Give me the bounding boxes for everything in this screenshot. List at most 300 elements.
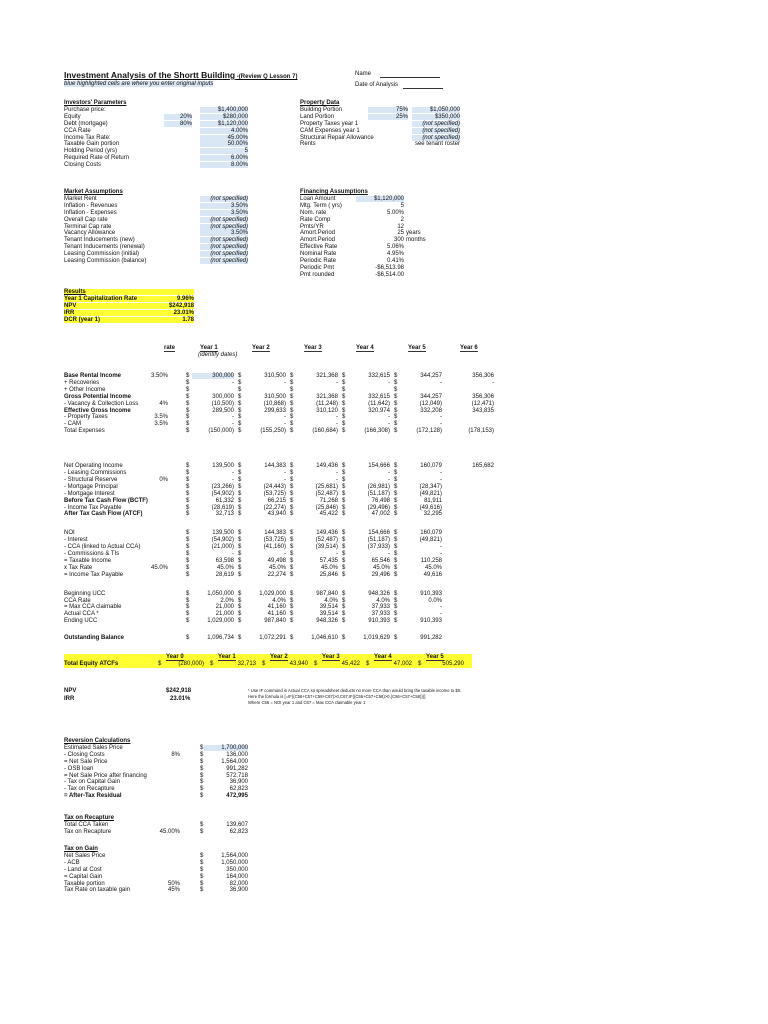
cf-cell: (150,000)	[208, 428, 234, 435]
property-row-label: CAM Expenses year 1	[300, 127, 360, 134]
dollar-sign: $	[186, 618, 190, 625]
dollar-sign: $	[238, 611, 242, 618]
financing-row-unit: months	[406, 237, 426, 244]
dollar-sign: $	[200, 765, 204, 772]
date-label: Date of Analysis	[355, 82, 399, 88]
financing-row-value: 5	[400, 202, 404, 209]
cf-cell: -	[336, 551, 338, 557]
cf-cell: 310,120	[316, 407, 338, 414]
cf-cell: (10,868)	[263, 400, 286, 407]
cf-cell: (54,902)	[211, 537, 234, 544]
cf-row-label: - Mortgage Principal	[64, 483, 118, 490]
dollar-sign: $	[238, 530, 242, 537]
cf-cell: 1,029,000	[207, 618, 234, 625]
recapture-row-label: Tax on Recapture	[64, 828, 112, 835]
cf-cell: 28,619	[215, 571, 234, 578]
cf-cell: 991,282	[420, 635, 442, 642]
dollar-sign: $	[394, 407, 398, 414]
dollar-sign: $	[186, 476, 190, 483]
equity-value: 32,713	[237, 661, 256, 667]
cf-cell: -	[336, 421, 338, 428]
dollar-sign: $	[186, 490, 190, 497]
dollar-sign: $	[186, 571, 190, 578]
cf-cell: (54,902)	[211, 490, 234, 497]
investors-row-value: $280,000	[200, 114, 248, 120]
dollar-sign: $	[186, 414, 190, 421]
equity-value: 45,422	[341, 661, 360, 667]
cf-cell: (11,642)	[368, 400, 390, 407]
gain-row-value: 36,900	[229, 887, 248, 894]
dollar-sign: $	[394, 530, 398, 537]
reversion-row-value: 36,900	[229, 779, 248, 786]
dollar-sign: $	[394, 373, 398, 379]
col-header-year: Year 3	[304, 345, 322, 351]
dollar-sign: $	[342, 373, 346, 379]
reversion-row-value: 62,823	[229, 786, 248, 793]
cf-cell: -	[284, 379, 286, 386]
cf-cell: 165,682	[472, 463, 494, 470]
cf-row-label: Before Tax Cash Flow (BCTF)	[64, 497, 148, 504]
financing-row-label: Amort.Period	[300, 237, 336, 244]
cf-row-label: Gross Potential Income	[64, 393, 132, 400]
dollar-sign: $	[342, 504, 346, 511]
cf-row-label: Effective Gross Income	[64, 407, 131, 414]
dollar-sign: $	[186, 421, 190, 428]
dollar-sign: $	[394, 557, 398, 564]
cf-cell: 149,436	[316, 530, 338, 537]
name-field[interactable]	[380, 77, 440, 78]
cf-cell: 43,940	[267, 511, 286, 518]
dollar-sign: $	[342, 497, 346, 504]
dollar-sign: $	[394, 537, 398, 544]
cf-cell: (49,821)	[419, 490, 442, 497]
reversion-row-value: 472,995	[226, 793, 248, 800]
financing-row-label: Periodic Pmt	[300, 264, 335, 271]
financing-title: Financing Assumptions	[300, 189, 368, 195]
dollar-sign: $	[238, 511, 242, 518]
investors-row-pct: 80%	[164, 121, 192, 127]
cf-cell: 57,435	[319, 557, 338, 564]
dollar-sign: $	[394, 618, 398, 625]
dollar-sign: $	[200, 821, 204, 828]
investors-row-value: 8.00%	[200, 162, 248, 168]
dollar-sign: $	[186, 504, 190, 511]
market-row-label: Overall Cap rate	[64, 216, 108, 223]
dollar-sign: $	[366, 661, 370, 667]
dollar-sign: $	[210, 661, 214, 667]
cf-cell: 310,500	[264, 393, 286, 400]
cf-cell: -	[492, 379, 494, 386]
cashflow-table	[64, 345, 724, 675]
financing-row-label: Periodic Rate	[300, 258, 337, 264]
results-row-value: 9.96%	[164, 296, 194, 302]
cf-cell: -	[440, 551, 442, 557]
property-row-value: (not specified)	[412, 128, 460, 134]
dollar-sign: $	[186, 386, 190, 393]
dollar-sign: $	[342, 604, 346, 611]
cf-cell: 154,666	[368, 463, 390, 470]
cf-row-label: Total Expenses	[64, 428, 105, 435]
reversion-row-label: = After-Tax Residual	[64, 793, 122, 800]
investors-row-value: 4.00%	[200, 128, 248, 134]
reversion-row-value: 991,282	[226, 765, 248, 772]
results-row-value: $242,918	[164, 303, 194, 309]
dollar-sign: $	[394, 597, 398, 604]
cf-row-label: - Structural Reserve	[64, 476, 118, 483]
dollar-sign: $	[238, 421, 242, 428]
market-row-label: Market Rent	[64, 195, 97, 202]
dollar-sign: $	[186, 557, 190, 564]
dollar-sign: $	[238, 470, 242, 476]
cf-cell: -	[232, 476, 234, 483]
cf-cell: (10,500)	[211, 400, 234, 407]
col-header-year: Year 4	[356, 345, 374, 351]
cf-cell: 948,326	[316, 618, 338, 625]
footnote-line: Where C56 = NOI year 1 and C67 = Max CCA claimable year 1	[248, 700, 366, 705]
market-row-label: Tenant Inducements (new)	[64, 237, 135, 244]
investors-row-value: 6.00%	[200, 155, 248, 161]
recapture-row-value: 62,823	[229, 828, 248, 835]
cf-cell: -	[440, 421, 442, 428]
npv-label: NPV	[64, 688, 77, 694]
cf-cell: 310,500	[264, 373, 286, 379]
dollar-sign: $	[290, 611, 294, 618]
gain-row-value: 350,000	[226, 866, 248, 873]
cf-cell: 332,615	[368, 373, 390, 379]
gain-row-label: Tax Rate on taxable gain	[64, 887, 131, 894]
market-row-value: (not specified)	[200, 224, 248, 230]
investors-row-label: Equity	[64, 113, 81, 120]
dollar-sign: $	[290, 407, 294, 414]
dollar-sign: $	[238, 373, 242, 379]
cf-row-label: - Property Taxes	[64, 414, 108, 421]
dollar-sign: $	[238, 393, 242, 400]
financing-row-unit: years	[406, 230, 421, 237]
cf-cell: (172,128)	[416, 428, 442, 435]
reversion-row-label: Estimated Sales Price	[64, 744, 123, 751]
cf-cell: 65,546	[371, 557, 390, 564]
input-note-text: blue highlighted cells are where you enter original inputs	[64, 81, 214, 87]
results-row-label: NPV	[64, 303, 174, 309]
dollar-sign: $	[186, 373, 190, 379]
dollar-sign: $	[238, 604, 242, 611]
property-row-label: Rents	[300, 141, 316, 148]
financing-row-value: -$6,513.98	[375, 264, 404, 271]
cf-cell: 39,514	[319, 604, 338, 611]
cf-cell: 45.0%	[268, 564, 286, 571]
cf-cell: 4.0%	[324, 597, 338, 604]
input-note	[64, 81, 264, 87]
cf-row-label: Net Operating Income	[64, 463, 123, 470]
cf-cell: -	[336, 470, 338, 476]
dollar-sign: $	[342, 618, 346, 625]
cf-row-label: Actual CCA *	[64, 611, 99, 618]
cf-row-label: - Vacancy & Collection Loss	[64, 400, 139, 407]
cf-cell: -	[284, 551, 286, 557]
results-row-label: IRR	[64, 310, 174, 316]
financing-row-value: 4.95%	[386, 251, 404, 258]
cf-cell: 344,257	[420, 373, 442, 379]
dollar-sign: $	[238, 414, 242, 421]
cf-cell: 25,846	[319, 571, 338, 578]
cf-cell: (29,496)	[367, 504, 390, 511]
cf-cell: -	[284, 414, 286, 421]
dollar-sign: $	[394, 379, 398, 386]
cf-cell: 39,514	[319, 611, 338, 618]
gain-row-label: Net Sales Price	[64, 852, 106, 859]
financing-row-value: -$6,514.00	[375, 271, 404, 278]
dollar-sign: $	[200, 859, 204, 866]
cf-cell: -	[388, 379, 390, 386]
cf-row-label: - Mortgage Interest	[64, 490, 115, 497]
cf-row-rate: 45.0%	[150, 564, 168, 571]
dollar-sign: $	[186, 590, 190, 597]
cf-cell: 948,326	[368, 590, 390, 597]
cf-cell: 144,383	[264, 463, 286, 470]
cf-cell: -	[440, 544, 442, 551]
dollar-sign: $	[342, 590, 346, 597]
cf-row-rate: 0%	[159, 476, 168, 483]
cf-cell: 4.0%	[376, 597, 390, 604]
cf-cell: -	[440, 604, 442, 611]
dollar-sign: $	[290, 490, 294, 497]
dollar-sign: $	[290, 386, 294, 393]
dollar-sign: $	[186, 407, 190, 414]
financing-row-label: Effective Rate	[300, 244, 338, 251]
dollar-sign: $	[290, 476, 294, 483]
cf-cell: (11,248)	[316, 400, 338, 407]
footnote-line: * Use IF command in Actual CCA so spreadsheet deducts no more CCA than would bring the taxable income to $0.	[248, 688, 462, 693]
cf-cell: 1,050,000	[207, 590, 234, 597]
reversion-row-rate: 8%	[171, 751, 180, 758]
cf-cell: -	[232, 470, 234, 476]
market-row-value: (not specified)	[200, 196, 248, 202]
dollar-sign: $	[290, 483, 294, 490]
cf-cell: -	[284, 476, 286, 483]
dollar-sign: $	[200, 880, 204, 887]
cf-cell: (23,266)	[211, 483, 234, 490]
cf-cell: 61,332	[215, 497, 234, 504]
dollar-sign: $	[238, 379, 242, 386]
financing-row-value: 0.41%	[386, 258, 404, 264]
dollar-sign: $	[394, 470, 398, 476]
cf-cell: (52,487)	[315, 537, 338, 544]
dollar-sign: $	[186, 604, 190, 611]
dollar-sign: $	[238, 597, 242, 604]
dollar-sign: $	[186, 530, 190, 537]
dollar-sign: $	[342, 635, 346, 642]
date-field[interactable]	[403, 88, 443, 89]
cf-cell: -	[388, 476, 390, 483]
equity-year: Year 1	[218, 654, 236, 660]
recapture-title: Tax on Recapture	[64, 815, 114, 821]
dollar-sign: $	[342, 393, 346, 400]
market-title: Market Assumptions	[64, 189, 123, 195]
financing-row-value: $1,120,000	[356, 196, 404, 202]
dollar-sign: $	[342, 421, 346, 428]
dollar-sign: $	[290, 497, 294, 504]
market-row-value: 3.50%	[200, 230, 248, 236]
market-row-value: 3.50%	[200, 203, 248, 209]
investors-row-value: 50.00%	[200, 141, 248, 147]
cf-cell: 2.0%	[220, 597, 234, 604]
cf-cell: 66,215	[267, 497, 286, 504]
dollar-sign: $	[186, 393, 190, 400]
market-row-value: (not specified)	[200, 217, 248, 223]
cf-cell: 332,208	[420, 407, 442, 414]
gain-row-label: = Capital Gain	[64, 873, 103, 880]
dollar-sign: $	[394, 490, 398, 497]
recapture-row-value: 139,607	[226, 821, 248, 828]
cf-cell: -	[232, 414, 234, 421]
dollar-sign: $	[290, 400, 294, 407]
dollar-sign: $	[394, 428, 398, 435]
cf-cell: 45.0%	[320, 564, 338, 571]
dollar-sign: $	[342, 544, 346, 551]
dollar-sign: $	[238, 504, 242, 511]
dollar-sign: $	[290, 504, 294, 511]
cf-cell: -	[440, 470, 442, 476]
equity-year: Year 3	[322, 654, 340, 660]
dollar-sign: $	[394, 564, 398, 571]
cf-cell: 76,498	[371, 497, 390, 504]
cf-row-label: Outstanding Balance	[64, 635, 125, 642]
investors-row-label: Purchase price:	[64, 106, 106, 113]
dollar-sign: $	[342, 386, 346, 393]
dollar-sign: $	[394, 571, 398, 578]
dollar-sign: $	[290, 557, 294, 564]
equity-year: Year 5	[426, 654, 444, 660]
dollar-sign: $	[238, 407, 242, 414]
dollar-sign: $	[290, 635, 294, 642]
cf-cell: 29,496	[371, 571, 390, 578]
cf-cell: (25,846)	[315, 504, 338, 511]
investors-row-value: $1,400,000	[200, 107, 248, 113]
dollar-sign: $	[290, 604, 294, 611]
dollar-sign: $	[200, 852, 204, 859]
property-row-value: (not specified)	[412, 121, 460, 127]
gain-row-value: 164,000	[226, 873, 248, 880]
cf-cell: 49,498	[267, 557, 286, 564]
cf-cell: 910,393	[420, 590, 442, 597]
dollar-sign: $	[342, 379, 346, 386]
dollar-sign: $	[342, 571, 346, 578]
cf-cell: 344,257	[420, 393, 442, 400]
cf-row-label: CCA Rate	[64, 597, 91, 604]
recapture-row-label: Total CCA Taken	[64, 821, 109, 828]
cf-row-label: - Interest	[64, 537, 88, 544]
title-subtitle: -(Review Q Lesson 7)	[235, 74, 298, 80]
dollar-sign: $	[290, 373, 294, 379]
cf-cell: 37,933	[371, 604, 390, 611]
irr-label: IRR	[64, 696, 75, 702]
investors-title: Investors' Parameters	[64, 100, 127, 106]
page-title	[64, 70, 297, 80]
property-row-value: see tenant roster	[414, 141, 460, 148]
cf-cell: 987,840	[264, 618, 286, 625]
dollar-sign: $	[158, 661, 162, 667]
dollar-sign: $	[262, 661, 266, 667]
irr-value: 23.01%	[170, 696, 191, 702]
dollar-sign: $	[290, 393, 294, 400]
cf-cell: 139,500	[212, 463, 234, 470]
dollar-sign: $	[238, 537, 242, 544]
cf-cell: 37,933	[371, 611, 390, 618]
dollar-sign: $	[238, 490, 242, 497]
cf-row-label: + Recoveries	[64, 379, 100, 386]
dollar-sign: $	[290, 544, 294, 551]
col-header-year: Year 2	[252, 345, 270, 351]
property-row-pct: 25%	[368, 114, 408, 120]
cf-cell: 63,598	[215, 557, 234, 564]
cf-cell: -	[336, 379, 338, 386]
dollar-sign: $	[394, 463, 398, 470]
results-title: Results	[64, 289, 194, 295]
cf-cell: 21,000	[215, 611, 234, 618]
cf-cell: 320,974	[368, 407, 390, 414]
cf-cell: 154,666	[368, 530, 390, 537]
cf-cell: -	[440, 414, 442, 421]
name-label: Name	[355, 71, 372, 77]
cf-cell: (166,308)	[364, 428, 390, 435]
col-header-rate: rate	[164, 345, 176, 351]
cf-cell: 21,000	[215, 604, 234, 611]
dollar-sign: $	[238, 590, 242, 597]
property-row-pct: 75%	[368, 107, 408, 113]
cf-row-label: Base Rental Income	[64, 373, 122, 379]
dollar-sign: $	[394, 497, 398, 504]
dollar-sign: $	[238, 635, 242, 642]
dollar-sign: $	[290, 428, 294, 435]
gain-row-rate: 45%	[167, 887, 180, 894]
cf-row-label: Ending UCC	[64, 618, 98, 625]
dollar-sign: $	[186, 470, 190, 476]
cf-cell: (51,187)	[367, 537, 390, 544]
cf-cell: (37,933)	[367, 544, 390, 551]
cf-cell: -	[232, 551, 234, 557]
cf-cell: 1,072,291	[259, 635, 286, 642]
dollar-sign: $	[200, 751, 204, 758]
cf-cell: -	[284, 470, 286, 476]
dollar-sign: $	[186, 537, 190, 544]
cf-row-label: = Income Tax Payable	[64, 571, 124, 578]
cf-cell: 1,096,734	[207, 635, 234, 642]
investors-row-value: 45.00%	[200, 135, 248, 141]
investors-row-label: CCA Rate	[64, 127, 91, 134]
dollar-sign: $	[186, 564, 190, 571]
cf-cell: (178,153)	[468, 428, 494, 435]
dollar-sign: $	[186, 497, 190, 504]
dollar-sign: $	[342, 597, 346, 604]
dollar-sign: $	[238, 476, 242, 483]
dollar-sign: $	[200, 772, 204, 779]
dollar-sign: $	[342, 557, 346, 564]
financing-row-label: Rate Comp	[300, 216, 331, 223]
cf-cell: (24,443)	[263, 483, 286, 490]
dollar-sign: $	[290, 463, 294, 470]
cf-cell: 110,258	[420, 557, 442, 564]
investors-row-value: 5	[200, 148, 248, 154]
cf-cell: 1,019,629	[363, 635, 390, 642]
cf-cell: 160,079	[420, 530, 442, 537]
footnote-line: Here the formula is [=IF((C56+C57+C58+C67)>0,C67,IF((C56+C57+C58)>0,(C56+C57+C58)))]	[248, 694, 426, 699]
cf-row-rate: 3.50%	[150, 373, 168, 379]
cf-cell: (25,681)	[315, 483, 338, 490]
gain-row-label: - Land at Cost	[64, 866, 102, 873]
cf-cell: 144,383	[264, 530, 286, 537]
financing-row-label: Nom. rate	[300, 209, 327, 216]
reversion-row-label: - Tax on Recapture	[64, 786, 115, 793]
